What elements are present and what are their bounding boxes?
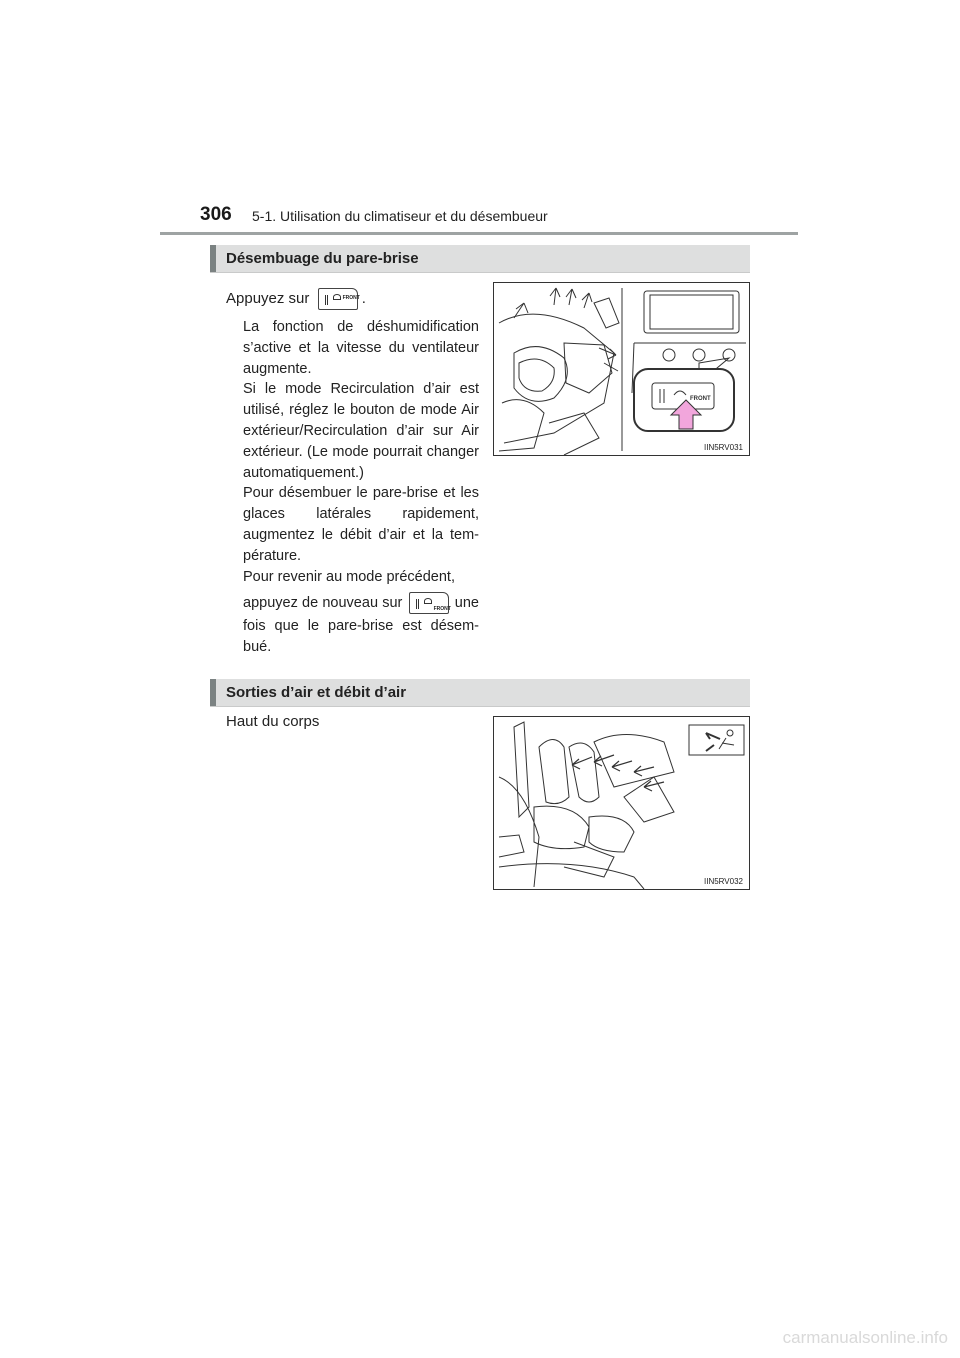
svg-text:FRONT: FRONT — [690, 396, 711, 402]
front-defogger-button-icon — [409, 592, 449, 614]
section-title: Désembuage du pare-brise — [226, 250, 419, 267]
chapter-title: 5-1. Utilisation du climatiseur et du désembueur — [252, 208, 548, 224]
instruction-suffix: . — [361, 289, 366, 307]
paragraph-return-line1: Pour revenir au mode précédent, — [243, 568, 455, 585]
figure-defogger-illustration — [493, 282, 750, 456]
instruction-line — [226, 288, 366, 310]
button-label: FRONT — [342, 295, 360, 301]
return-prefix: appuyez de nouveau sur — [243, 595, 403, 612]
section-heading-air-outlets — [210, 679, 750, 707]
figure-air-outlets-illustration — [493, 716, 750, 890]
button-label: FRONT — [433, 606, 451, 613]
paragraph-recirculation: Si le mode Recirculation d’air est utilisé, réglez le bouton de mode Air extérieur/Recirculation d’air sur Air extérieur. (Le mode pourrait changer automatiquement.) — [243, 381, 479, 481]
figure-code: IIN5RV031 — [704, 443, 743, 452]
cabin-illustration — [494, 717, 750, 890]
header-rule — [160, 232, 798, 235]
paragraph-return-line2 — [243, 592, 479, 614]
paragraph-return-rest: fois que le pare-brise est désem-bué. — [243, 618, 479, 656]
page-number: 306 — [200, 204, 232, 225]
section-heading-defogging — [210, 245, 750, 273]
return-suffix: une — [454, 595, 479, 612]
defogging-description — [243, 317, 479, 658]
paragraph-dehumidify: La fonction de déshumidification s’active et la vitesse du ventilateur augmente. — [243, 319, 479, 377]
section-accent — [210, 245, 216, 272]
section-title: Sorties d’air et débit d’air — [226, 684, 407, 701]
section-accent — [210, 679, 216, 706]
paragraph-quick-defog: Pour désembuer le pare-brise et les glaces latérales rapidement, augmentez le débit d’air et la tem-pérature. — [243, 485, 479, 564]
front-defogger-button-icon — [318, 288, 358, 310]
instruction-prefix: Appuyez sur — [226, 289, 310, 307]
figure-code: IIN5RV032 — [704, 877, 743, 886]
footer-watermark: carmanualsonline.info — [782, 1328, 948, 1347]
outlet-item-upper-body: Haut du corps — [226, 713, 320, 730]
dashboard-illustration — [494, 283, 750, 456]
